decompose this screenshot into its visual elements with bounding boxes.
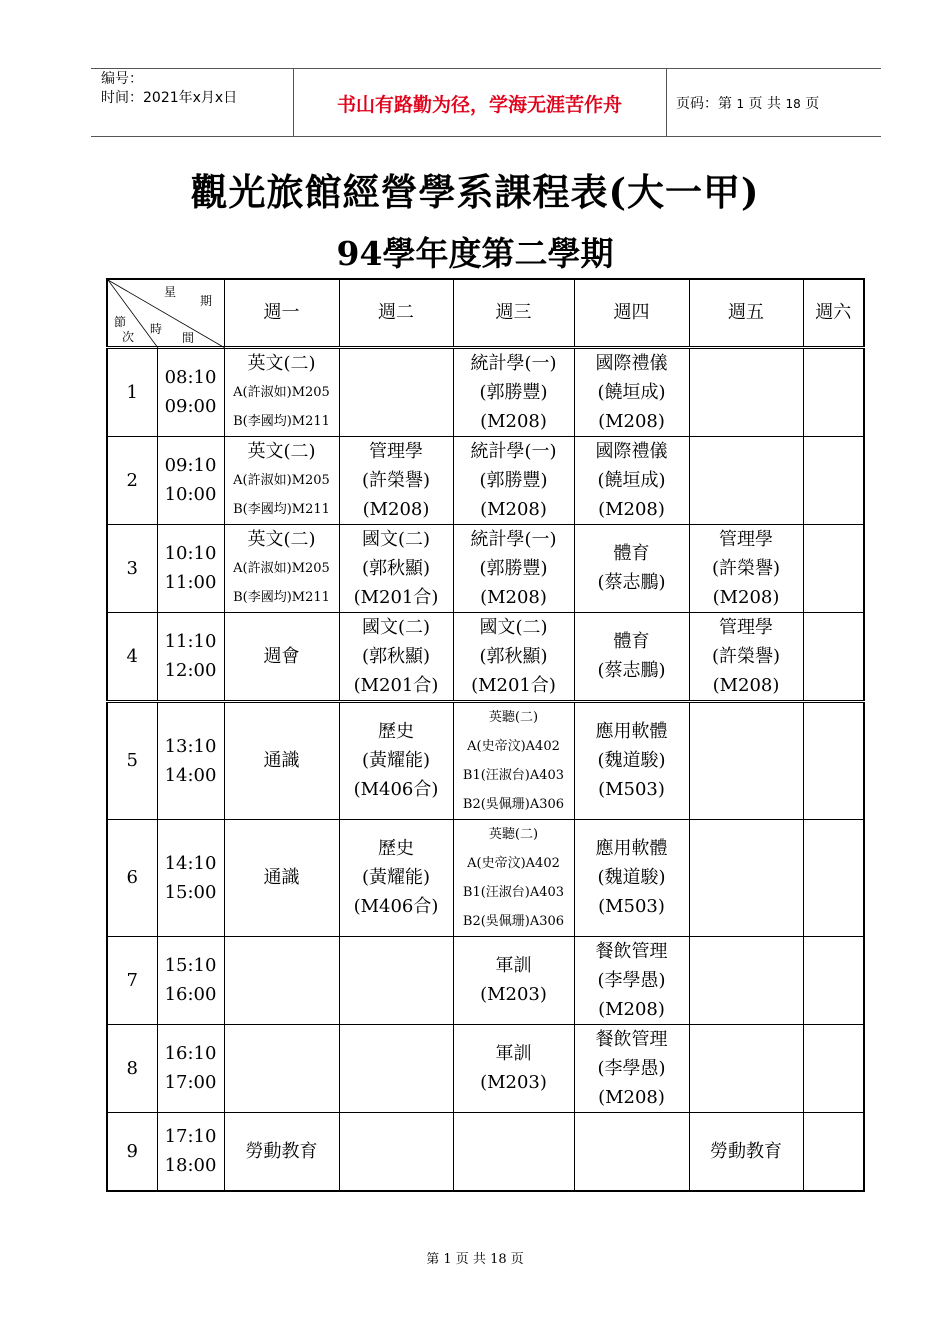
- corner-label-jian: 間: [182, 331, 195, 345]
- course-schedule-table: [106, 278, 865, 1192]
- course-cell-wed: [453, 1024, 574, 1112]
- course-line: (黃耀能): [361, 867, 431, 888]
- course-cell-sat: [803, 701, 864, 819]
- course-line: 體育: [613, 543, 650, 564]
- period-start-time: 17:10: [164, 1126, 217, 1148]
- course-line: (郭秋顯): [479, 645, 548, 667]
- period-number-cell: 3: [107, 524, 157, 612]
- course-line: (M503): [598, 779, 665, 800]
- header-divider-right: [666, 68, 667, 136]
- course-cell-mon: [224, 524, 339, 612]
- course-cell-thu: [574, 936, 689, 1024]
- course-cell-thu: [574, 347, 689, 436]
- course-line: (郭勝豐): [479, 469, 548, 491]
- course-line: (M208): [598, 1086, 665, 1108]
- table-row: [107, 612, 864, 701]
- corner-label-jie: 節: [114, 315, 127, 329]
- day-header-sat: 週六: [803, 279, 864, 347]
- course-cell-fri: [689, 701, 803, 819]
- course-cell-tue: [339, 936, 453, 1024]
- page-number: 1: [736, 97, 745, 111]
- page-title: 觀光旅館經營學系課程表(大一甲): [190, 170, 760, 214]
- footer-total: 18: [490, 1252, 507, 1267]
- page-mid: 页 共: [748, 96, 781, 112]
- course-cell-wed: [453, 524, 574, 612]
- course-cell-mon: [224, 1112, 339, 1191]
- course-cell-thu: [574, 819, 689, 936]
- course-line: (M203): [480, 1072, 547, 1093]
- course-line: (蔡志鵬): [597, 660, 666, 681]
- period-end-time: 15:00: [164, 881, 217, 903]
- period-start-time: 14:10: [164, 852, 217, 874]
- course-cell-sat: [803, 612, 864, 701]
- course-cell-thu: [574, 524, 689, 612]
- course-cell-thu: [574, 701, 689, 819]
- course-line: 英文(二): [247, 440, 316, 462]
- course-cell-tue: [339, 1024, 453, 1112]
- course-line: (李學愚): [597, 1057, 666, 1079]
- footer-suffix: 页: [510, 1252, 524, 1267]
- course-cell-wed: [453, 701, 574, 819]
- course-line: B1(汪淑台)A403: [462, 884, 565, 900]
- period-number-cell: 1: [107, 347, 157, 436]
- course-line: (魏道駿): [597, 750, 666, 771]
- course-line: 通識: [263, 867, 300, 888]
- course-line: (M208): [712, 586, 780, 608]
- course-cell-fri: [689, 347, 803, 436]
- period-time-cell: [157, 436, 224, 524]
- period-number-cell: 4: [107, 612, 157, 701]
- course-line: A(許淑如)M205: [233, 560, 330, 576]
- course-cell-fri: [689, 612, 803, 701]
- course-cell-mon: [224, 347, 339, 436]
- course-line: 管理學: [369, 440, 423, 462]
- course-cell-fri: [689, 524, 803, 612]
- course-line: (郭秋顯): [361, 557, 431, 579]
- period-number-cell: 7: [107, 936, 157, 1024]
- course-cell-sat: [803, 1112, 864, 1191]
- day-header-thu: 週四: [574, 279, 689, 347]
- table-row: [107, 347, 864, 436]
- footer-page: 1: [443, 1252, 452, 1267]
- period-time-cell: [157, 347, 224, 436]
- course-line: B(李國均)M211: [233, 413, 330, 429]
- course-line: (M201合): [471, 674, 556, 696]
- course-cell-tue: [339, 819, 453, 936]
- course-line: 國際禮儀: [595, 440, 668, 462]
- course-line: 國際禮儀: [595, 352, 668, 374]
- period-end-time: 18:00: [164, 1155, 217, 1177]
- table-row: [107, 936, 864, 1024]
- course-cell-thu: [574, 1024, 689, 1112]
- course-line: 週會: [263, 645, 300, 667]
- corner-label-ci: 次: [122, 330, 135, 344]
- course-line: (饒垣成): [597, 381, 666, 403]
- period-time-cell: [157, 612, 224, 701]
- course-cell-fri: [689, 436, 803, 524]
- course-line: (魏道駿): [597, 867, 666, 888]
- day-header-fri: 週五: [689, 279, 803, 347]
- course-cell-wed: [453, 936, 574, 1024]
- course-line: (許榮譽): [711, 557, 781, 579]
- course-line: (郭勝豐): [479, 381, 548, 403]
- course-line: 體育: [613, 631, 650, 652]
- course-line: 歷史: [378, 721, 414, 742]
- course-line: 英聽(二): [488, 709, 539, 725]
- course-line: (M208): [598, 410, 665, 432]
- course-cell-tue: [339, 524, 453, 612]
- header-top-rule: [91, 68, 881, 69]
- course-cell-fri: [689, 819, 803, 936]
- period-time-cell: [157, 701, 224, 819]
- course-line: (M208): [480, 498, 547, 520]
- course-line: B2(吳佩珊)A306: [462, 913, 565, 929]
- period-time-cell: [157, 524, 224, 612]
- course-line: 統計學(一): [470, 528, 557, 550]
- course-cell-mon: [224, 936, 339, 1024]
- course-cell-mon: [224, 612, 339, 701]
- course-cell-thu: [574, 1112, 689, 1191]
- table-row: [107, 701, 864, 819]
- course-line: (M208): [598, 998, 665, 1020]
- course-line: 餐飲管理: [595, 1028, 668, 1050]
- day-header-wed: 週三: [453, 279, 574, 347]
- course-cell-thu: [574, 612, 689, 701]
- page-total: 18: [785, 97, 801, 111]
- course-line: 軍訓: [495, 955, 532, 976]
- period-end-time: 16:00: [164, 984, 217, 1005]
- course-cell-mon: [224, 1024, 339, 1112]
- period-end-time: 17:00: [164, 1072, 217, 1093]
- footer-prefix: 第: [426, 1252, 440, 1267]
- period-end-time: 09:00: [164, 396, 217, 417]
- course-line: 歷史: [378, 838, 414, 859]
- course-line: (M201合): [353, 674, 439, 696]
- period-number-cell: 2: [107, 436, 157, 524]
- course-line: (李學愚): [597, 969, 666, 991]
- course-line: (饒垣成): [597, 469, 666, 491]
- course-cell-mon: [224, 436, 339, 524]
- course-cell-sat: [803, 524, 864, 612]
- course-cell-sat: [803, 936, 864, 1024]
- course-cell-tue: [339, 436, 453, 524]
- course-line: (M208): [480, 410, 547, 432]
- course-line: 統計學(一): [470, 352, 557, 374]
- header-meta: [101, 70, 237, 108]
- course-line: (M208): [480, 586, 547, 608]
- document-number-label: 编号：: [101, 71, 143, 87]
- course-line: A(史帝汶)A402: [467, 738, 560, 754]
- course-cell-thu: [574, 436, 689, 524]
- course-cell-sat: [803, 819, 864, 936]
- period-start-time: 09:10: [164, 455, 217, 476]
- course-line: 通識: [263, 750, 300, 771]
- period-time-cell: [157, 1024, 224, 1112]
- course-line: (M406合): [353, 896, 439, 917]
- course-cell-wed: [453, 347, 574, 436]
- period-start-time: 13:10: [164, 735, 217, 757]
- course-line: B1(汪淑台)A403: [462, 767, 565, 783]
- table-row: [107, 819, 864, 936]
- course-cell-tue: [339, 347, 453, 436]
- course-cell-wed: [453, 436, 574, 524]
- course-cell-tue: [339, 701, 453, 819]
- course-cell-mon: [224, 819, 339, 936]
- period-start-time: 16:10: [164, 1043, 217, 1064]
- period-start-time: 10:10: [164, 543, 217, 564]
- course-cell-fri: [689, 1112, 803, 1191]
- course-line: (蔡志鵬): [597, 572, 666, 593]
- course-line: (許榮譽): [361, 469, 431, 491]
- table-row: [107, 436, 864, 524]
- course-line: B(李國均)M211: [233, 501, 330, 517]
- course-line: (M203): [480, 984, 547, 1005]
- course-line: 國文(二): [361, 616, 431, 638]
- course-line: 國文(二): [479, 616, 548, 638]
- course-line: (M406合): [353, 779, 439, 800]
- corner-label-shi: 時: [150, 322, 163, 336]
- header-slogan: 书山有路勤为径，学海无涯苦作舟: [336, 94, 622, 116]
- page-subtitle: 94學年度第二學期: [336, 234, 614, 273]
- course-cell-sat: [803, 1024, 864, 1112]
- period-number-cell: 9: [107, 1112, 157, 1191]
- course-line: A(許淑如)M205: [233, 472, 330, 488]
- course-line: 統計學(一): [470, 440, 557, 462]
- course-line: (M208): [712, 674, 780, 696]
- table-row: [107, 524, 864, 612]
- period-end-time: 10:00: [164, 484, 217, 505]
- course-cell-wed: [453, 1112, 574, 1191]
- document-time-label: 时间：2021年x月x日: [101, 90, 238, 106]
- day-header-tue: 週二: [339, 279, 453, 347]
- table-row: [107, 1024, 864, 1112]
- table-row: [107, 1112, 864, 1191]
- course-line: (黃耀能): [361, 750, 431, 771]
- course-line: 國文(二): [361, 528, 431, 550]
- course-line: B(李國均)M211: [233, 589, 330, 605]
- course-cell-fri: [689, 1024, 803, 1112]
- course-line: 勞動教育: [245, 1140, 318, 1162]
- course-cell-fri: [689, 936, 803, 1024]
- period-end-time: 12:00: [164, 660, 217, 681]
- period-end-time: 11:00: [164, 572, 217, 593]
- course-line: (M201合): [353, 586, 439, 608]
- corner-label-qi: 期: [200, 294, 213, 308]
- day-header-mon: 週一: [224, 279, 339, 347]
- period-start-time: 15:10: [164, 955, 217, 976]
- page-suffix: 页: [805, 96, 820, 112]
- course-line: 管理學: [719, 528, 773, 550]
- course-line: (郭秋顯): [361, 645, 431, 667]
- course-line: (許榮譽): [711, 645, 781, 667]
- course-line: A(史帝汶)A402: [467, 855, 560, 871]
- corner-header-cell: [107, 279, 224, 347]
- footer-mid: 页 共: [455, 1252, 486, 1267]
- course-line: A(許淑如)M205: [233, 384, 330, 400]
- course-line: 英文(二): [247, 528, 316, 550]
- course-cell-sat: [803, 436, 864, 524]
- table-header-row: [107, 279, 864, 347]
- period-number-cell: 5: [107, 701, 157, 819]
- course-line: (郭勝豐): [479, 557, 548, 579]
- period-number-cell: 6: [107, 819, 157, 936]
- course-cell-tue: [339, 612, 453, 701]
- course-cell-wed: [453, 612, 574, 701]
- course-line: 勞動教育: [710, 1140, 782, 1162]
- period-number-cell: 8: [107, 1024, 157, 1112]
- period-start-time: 08:10: [164, 367, 217, 388]
- page-prefix: 页码：第: [676, 96, 732, 112]
- header-bottom-rule: [91, 136, 881, 137]
- period-time-cell: [157, 936, 224, 1024]
- course-line: 英聽(二): [488, 826, 539, 842]
- course-line: 英文(二): [247, 352, 316, 374]
- header-page-indicator: [676, 93, 819, 113]
- course-cell-tue: [339, 1112, 453, 1191]
- course-cell-wed: [453, 819, 574, 936]
- period-start-time: 11:10: [164, 631, 217, 652]
- page-footer: [0, 1248, 950, 1267]
- course-line: (M208): [598, 498, 665, 520]
- course-line: (M208): [362, 498, 430, 520]
- period-time-cell: [157, 819, 224, 936]
- corner-label-star: 星: [164, 285, 177, 299]
- course-line: (M503): [598, 896, 665, 917]
- course-line: 管理學: [719, 616, 773, 638]
- course-line: 應用軟體: [595, 721, 668, 742]
- course-line: B2(吳佩珊)A306: [462, 796, 565, 812]
- course-line: 軍訓: [495, 1043, 532, 1064]
- period-end-time: 14:00: [164, 764, 217, 786]
- course-cell-mon: [224, 701, 339, 819]
- period-time-cell: [157, 1112, 224, 1191]
- course-cell-sat: [803, 347, 864, 436]
- course-line: 餐飲管理: [595, 940, 668, 962]
- course-line: 應用軟體: [595, 838, 668, 859]
